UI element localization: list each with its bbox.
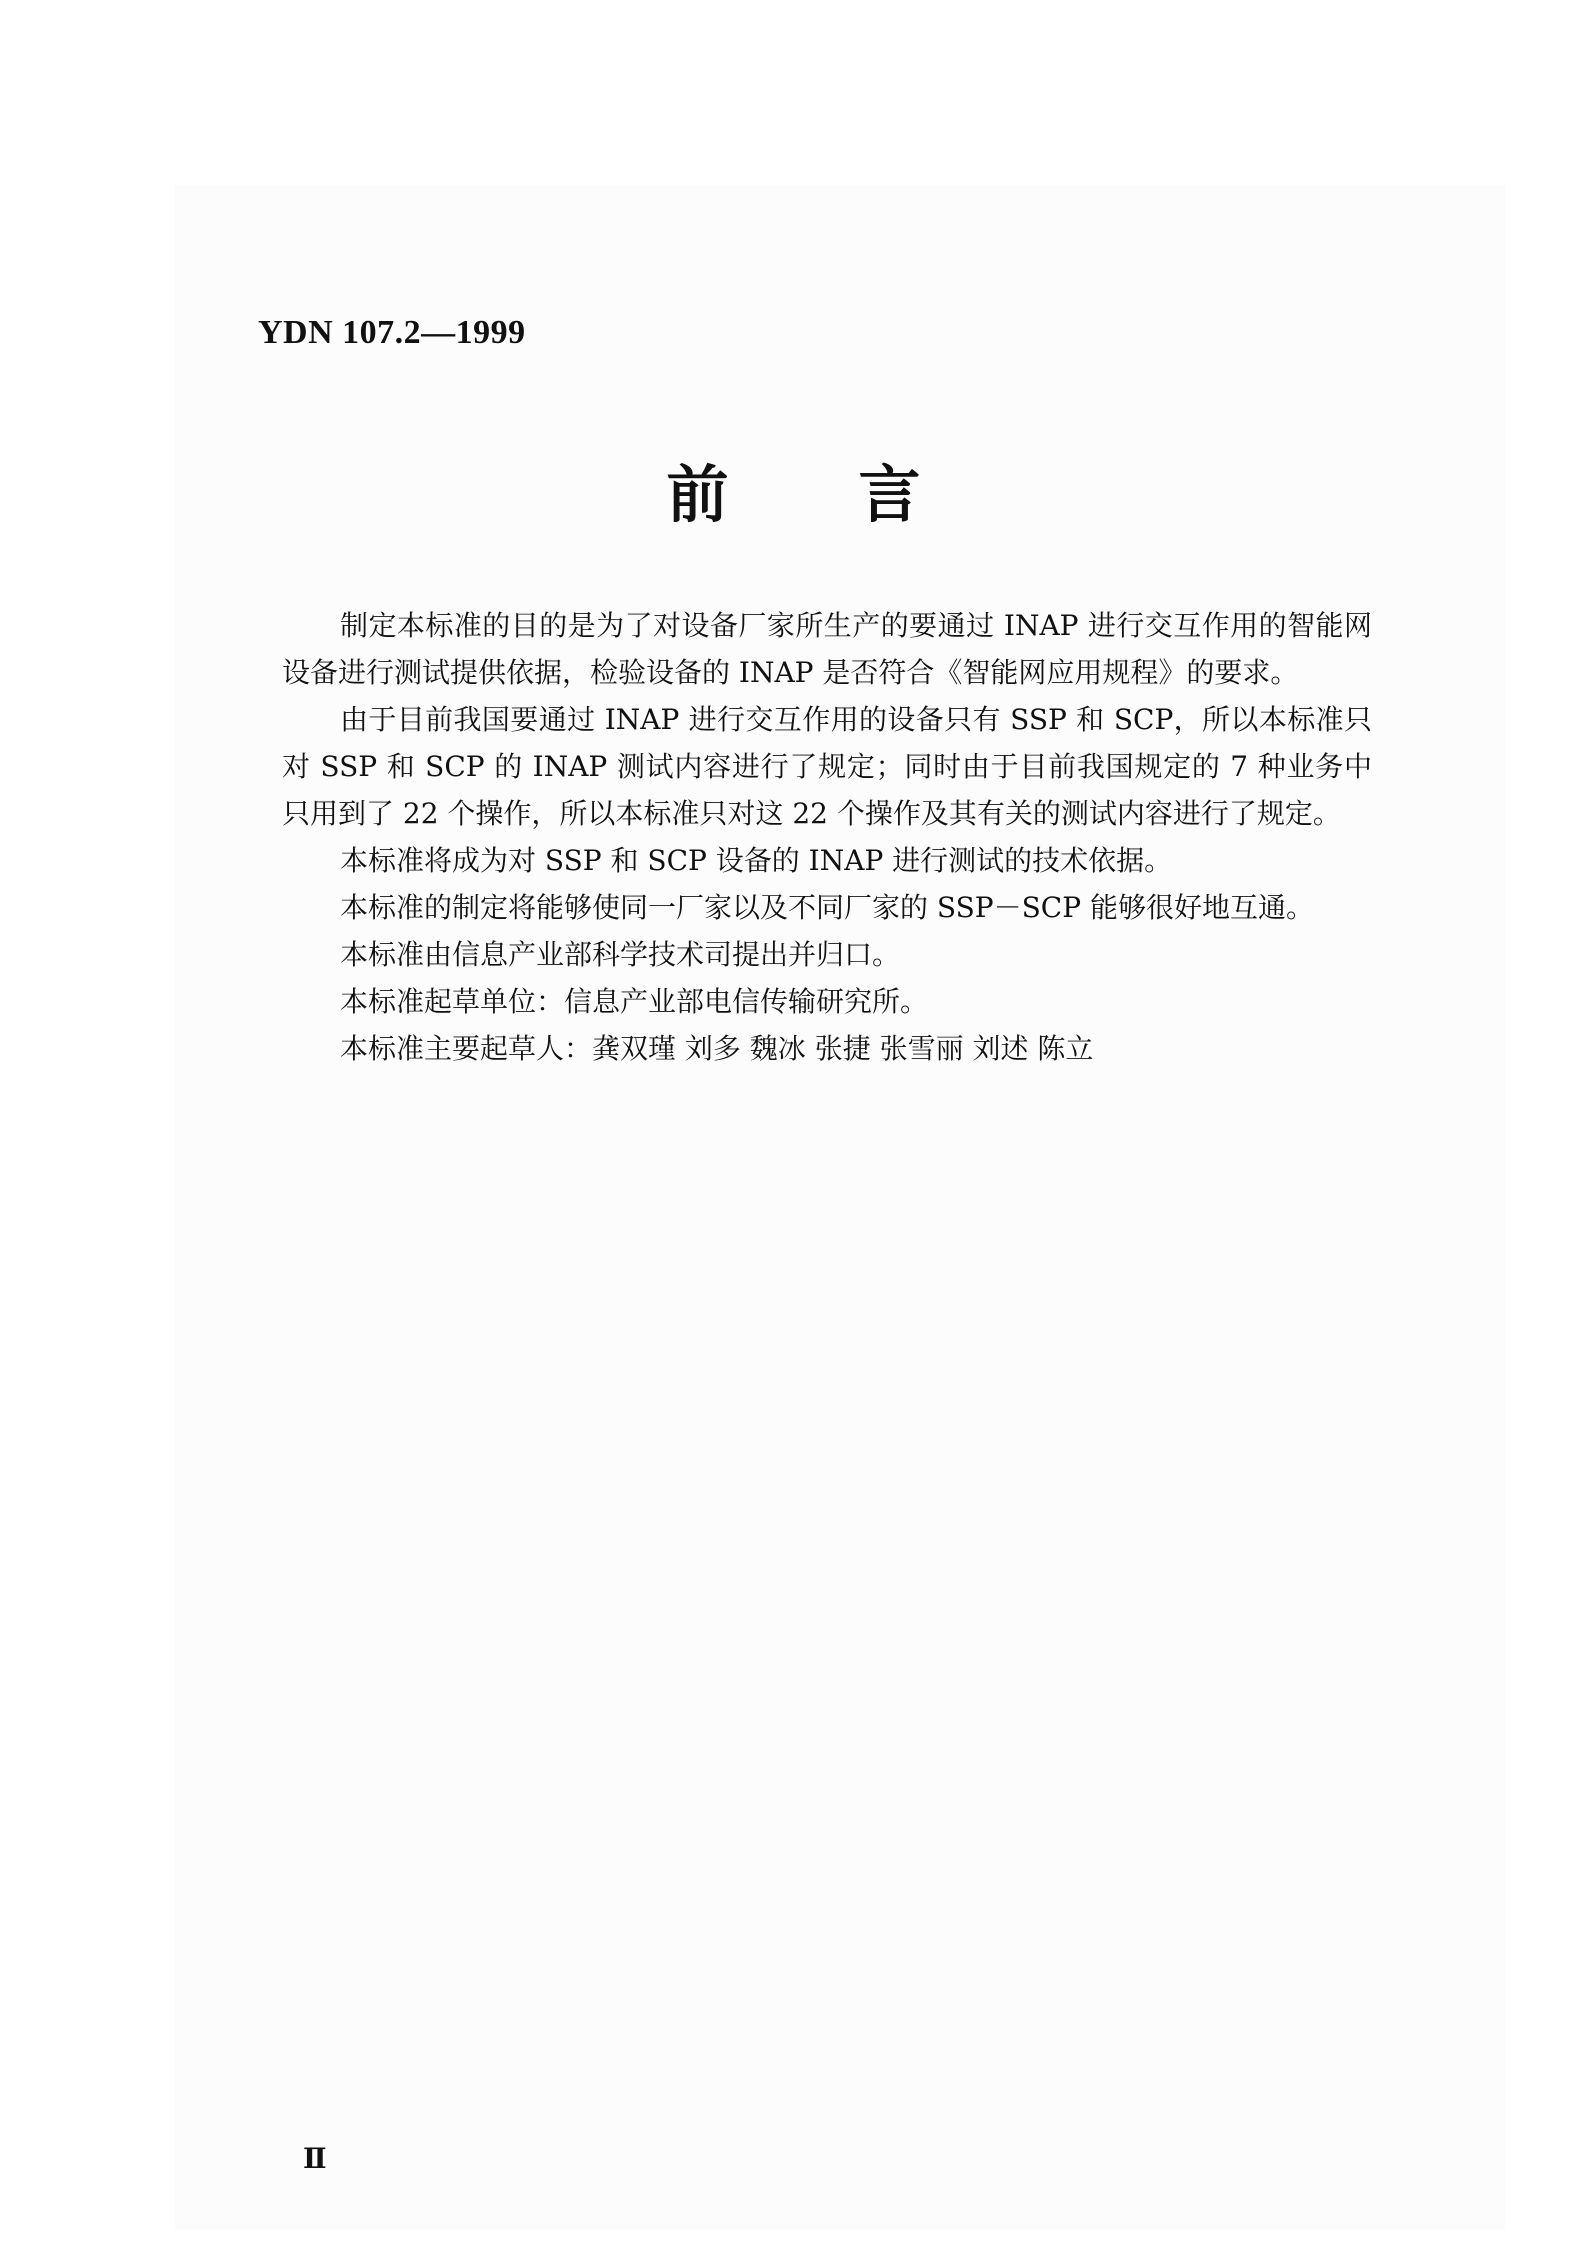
title-char-1: 前 [666, 458, 729, 531]
paragraph-purpose: 制定本标准的目的是为了对设备厂家所生产的要通过 INAP 进行交互作用的智能网设备进行测试提供依据，检验设备的 INAP 是否符合《智能网应用规程》的要求。 [282, 609, 1372, 689]
page-number: Ⅱ [303, 2144, 327, 2175]
paragraph-basis: 本标准将成为对 SSP 和 SCP 设备的 INAP 进行测试的技术依据。 [340, 844, 1173, 877]
title-char-2: 言 [858, 458, 921, 531]
standard-code: YDN 107.2—1999 [258, 314, 526, 351]
paragraph-proposer: 本标准由信息产业部科学技术司提出并归口。 [340, 938, 901, 971]
paragraph-drafting-unit: 本标准起草单位：信息产业部电信传输研究所。 [340, 985, 929, 1018]
paragraph-drafters: 本标准主要起草人：龚双瑾 刘多 魏冰 张捷 张雪丽 刘述 陈立 [340, 1032, 1094, 1065]
foreword-body [282, 602, 1372, 1072]
page-title [0, 455, 1587, 535]
paragraph-interop: 本标准的制定将能够使同一厂家以及不同厂家的 SSP－SCP 能够很好地互通。 [340, 891, 1314, 924]
paragraph-scope: 由于目前我国要通过 INAP 进行交互作用的设备只有 SSP 和 SCP，所以本标准只对 SSP 和 SCP 的 INAP 测试内容进行了规定；同时由于目前我国规定的 7 种业务中只用到了 22 个操作，所以本标准只对这 22 个操作及其有关的测试内容进行了规定。 [282, 703, 1372, 830]
